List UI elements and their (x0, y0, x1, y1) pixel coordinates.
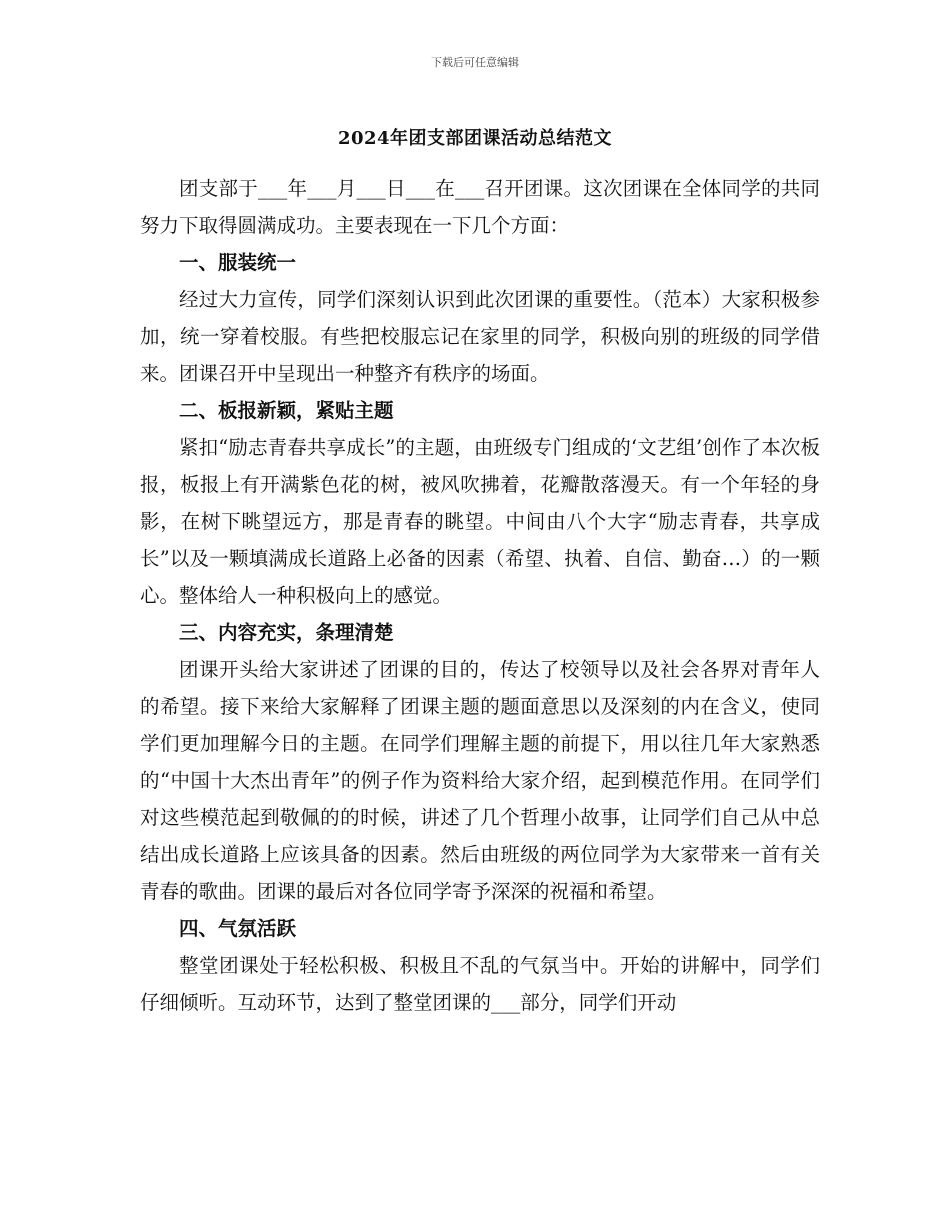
section-heading-3: 三、内容充实，条理清楚 (179, 621, 394, 644)
section-paragraph-2: 紧扣“励志青春共享成长”的主题，由班级专门组成的‘文艺组’创作了本次板报，板报上有开满紫色花的树，被风吹拂着，花瓣散落漫天。有一个年轻的身影，在树下眺望远方，那是青春的眺望。中间由八个大字“励志青春，共享成长”以及一颗填满成长道路上必备的因素（希望、执着、自信、勤奋…）的一颗心。整体给人一种积极向上的感觉。 (140, 436, 820, 607)
document-title: 2024年团支部团课活动总结范文 (337, 128, 613, 149)
section-paragraph-1: 经过大力宣传，同学们深刻认识到此次团课的重要性。（范本）大家积极参加，统一穿着校服。有些把校服忘记在家里的同学，积极向别的班级的同学借来。团课召开中呈现出一种整齐有秩序的场面。 (140, 288, 820, 385)
header-note: 下载后可任意编辑 (431, 56, 519, 69)
intro-paragraph: 团支部于___年___月___日___在___召开团课。这次团课在全体同学的共同努力下取得圆满成功。主要表现在一下几个方面： (140, 177, 820, 237)
document-body (140, 170, 820, 1021)
section-heading-1: 一、服装统一 (179, 251, 297, 274)
section-paragraph-3: 团课开头给大家讲述了团课的目的，传达了校领导以及社会各界对青年人的希望。接下来给大家解释了团课主题的题面意思以及深刻的内在含义，使同学们更加理解今日的主题。在同学们理解主题的前提下，用以往几年大家熟悉的“中国十大杰出青年”的例子作为资料给大家介绍，起到模范作用。在同学们对这些模范起到敬佩的的时候，讲述了几个哲理小故事，让同学们自己从中总结出成长道路上应该具备的因素。然后由班级的两位同学为大家带来一首有关青春的歌曲。团课的最后对各位同学寄予深深的祝福和希望。 (140, 658, 820, 903)
section-heading-2: 二、板报新颖，紧贴主题 (179, 399, 394, 422)
section-paragraph-4: 整堂团课处于轻松积极、积极且不乱的气氛当中。开始的讲解中，同学们仔细倾听。互动环节，达到了整堂团课的___部分，同学们开动 (140, 954, 820, 1014)
section-heading-4: 四、气氛活跃 (179, 917, 297, 940)
